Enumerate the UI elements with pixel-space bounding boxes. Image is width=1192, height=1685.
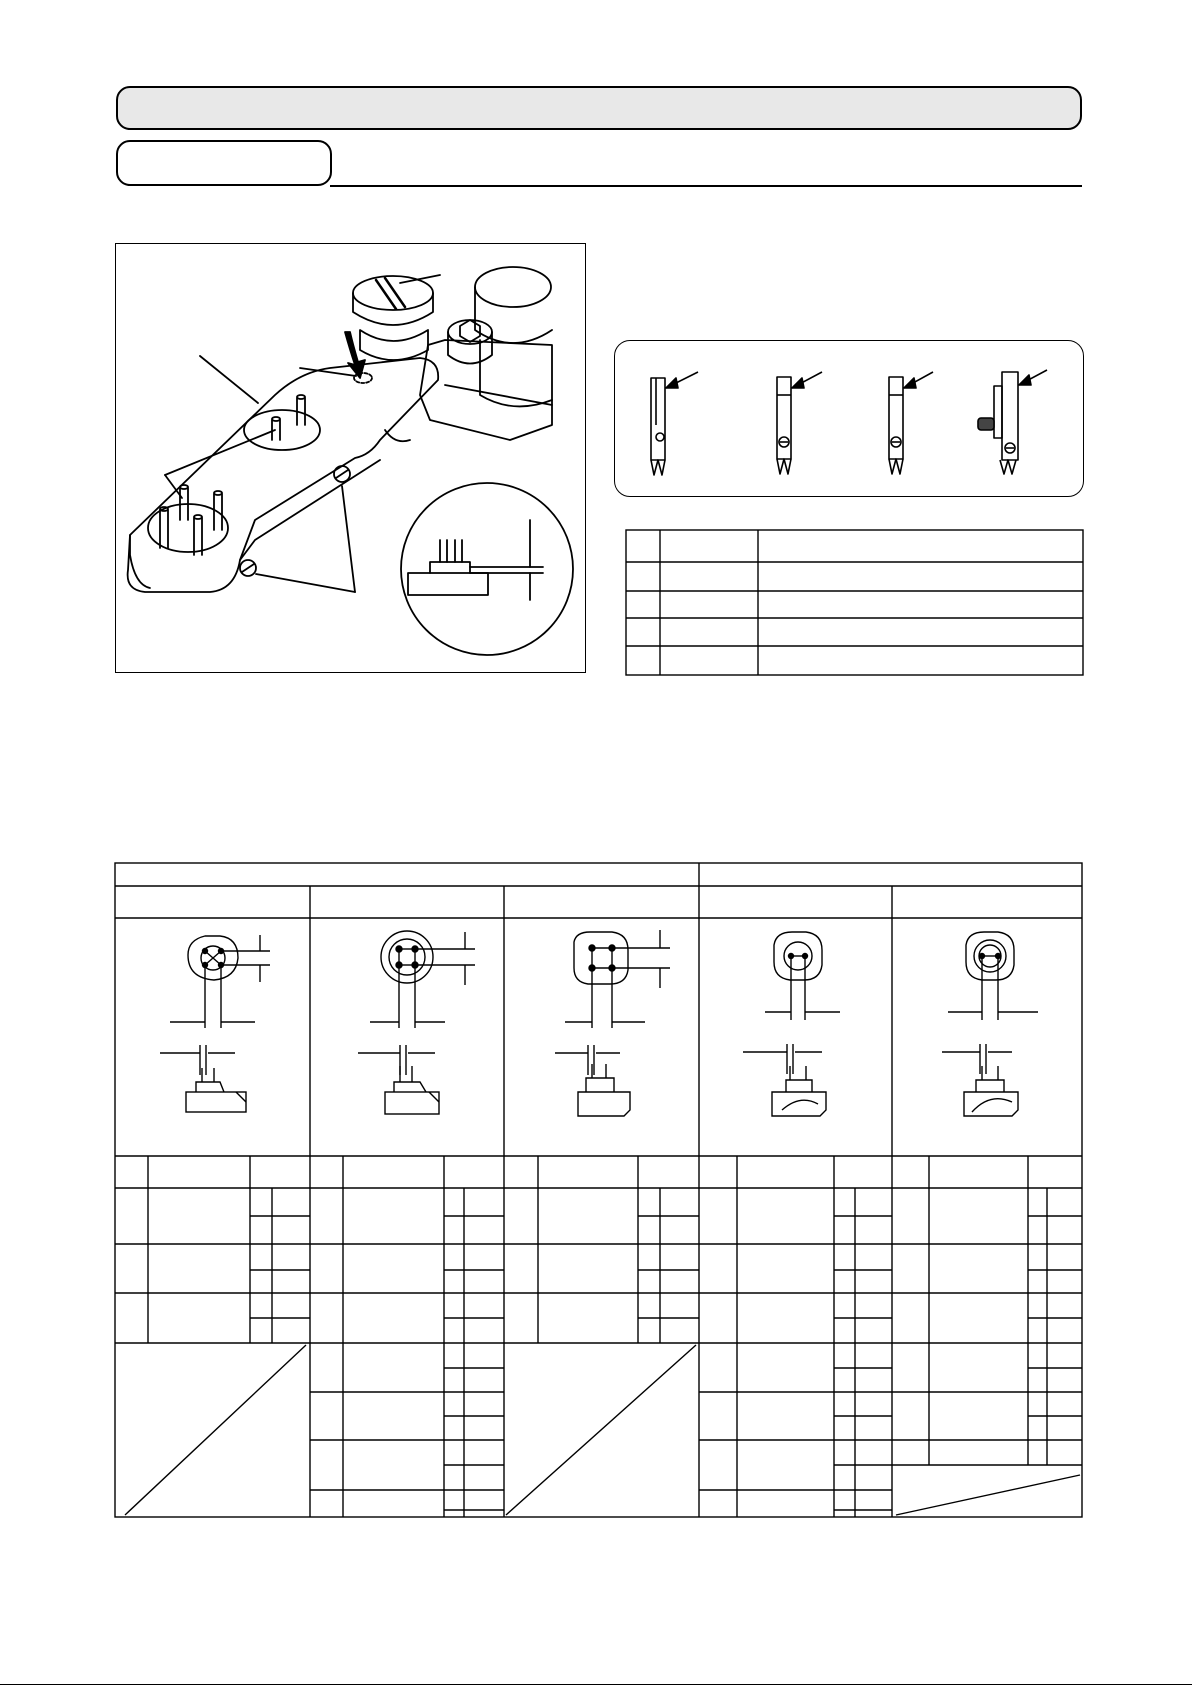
gauge-diagram-3 [555, 930, 670, 1116]
pin-icon [160, 395, 305, 555]
gauge-diagram-5 [942, 932, 1038, 1116]
gauge-diagram-4 [743, 932, 840, 1116]
screw-icon [353, 275, 440, 325]
gauge-table-grid [115, 863, 1082, 1517]
feed-plate-icon [128, 358, 439, 592]
large-screw-icon [448, 267, 552, 406]
spec-table-grid [626, 530, 1083, 675]
arrow-down-icon [345, 332, 365, 378]
gauge-diagram-2 [358, 931, 475, 1114]
detail-magnifier-icon [401, 483, 573, 655]
hook-tools-panel [614, 340, 1084, 497]
setscrew-icon [240, 466, 350, 576]
gauge-diagram-1 [160, 935, 270, 1112]
